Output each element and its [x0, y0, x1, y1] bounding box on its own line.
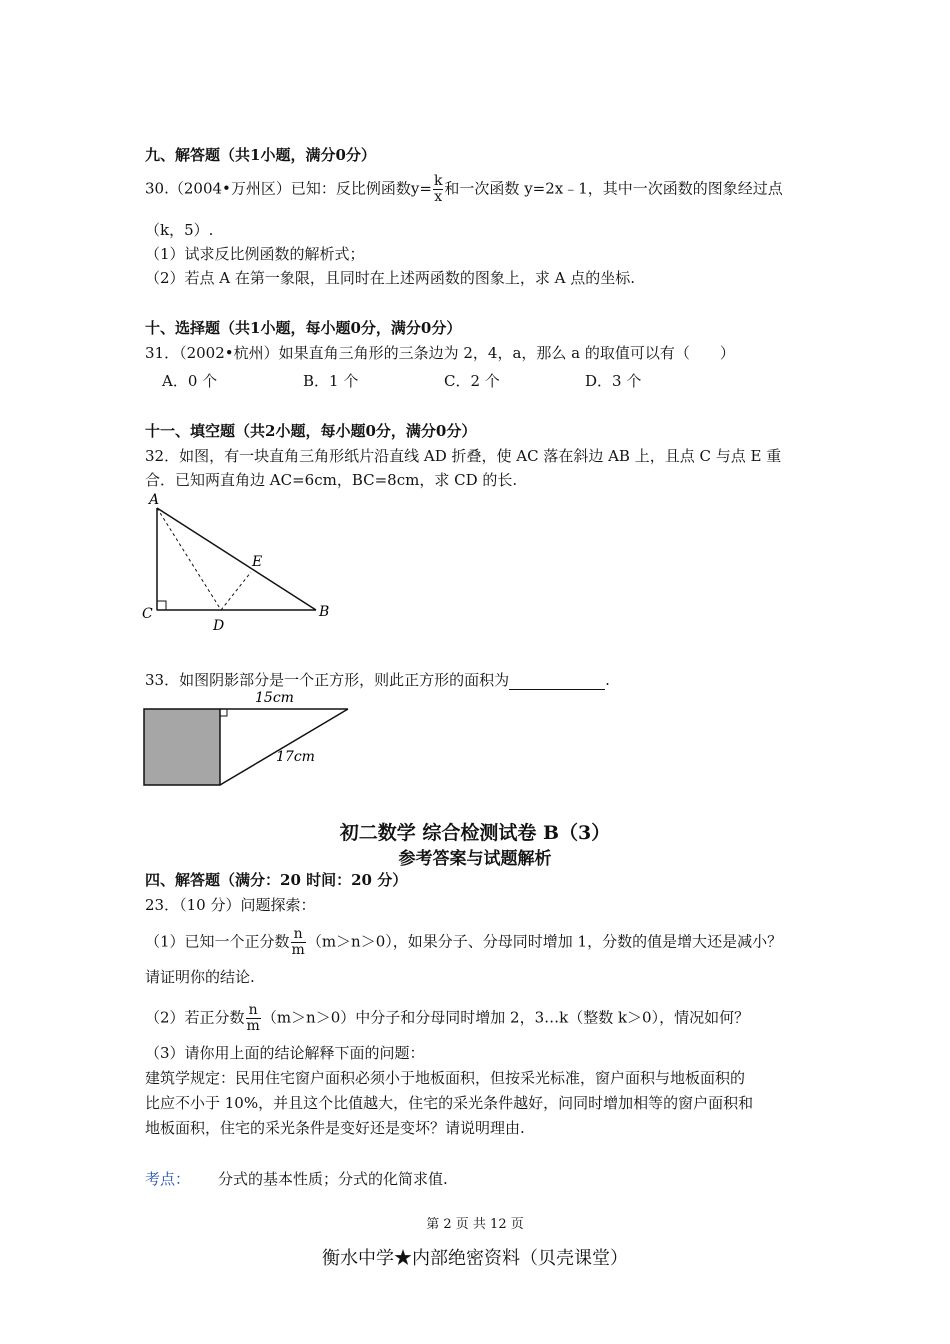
- q30-frac-prefix: y=: [410, 179, 432, 198]
- q33-text: 33．如图阴影部分是一个正方形，则此正方形的面积为: [145, 671, 510, 689]
- hypotenuse: [220, 709, 348, 785]
- q30-frac-num: k: [433, 173, 443, 189]
- label-15cm: 15cm: [255, 690, 294, 706]
- label-c: C: [142, 606, 153, 622]
- section-9-header: 九、解答题（共1小题，满分0分）: [145, 146, 376, 164]
- figure-32-triangle: [138, 488, 338, 636]
- paragraph-line-3: 地板面积，住宅的采光条件是变好还是变坏？请说明理由.: [145, 1119, 525, 1137]
- section-11-header: 十一、填空题（共2小题，每小题0分，满分0分）: [145, 422, 477, 440]
- section-10-header: 十、选择题（共1小题，每小题0分，满分0分）: [145, 319, 462, 337]
- shaded-square: [144, 709, 220, 785]
- kaodian-label: 考点：: [145, 1170, 191, 1188]
- side-ab: [157, 508, 316, 610]
- question-30-line2: （k，5）.: [145, 221, 214, 239]
- question-30-line1: [145, 174, 783, 205]
- q30-fraction: [433, 174, 443, 205]
- p1-frac-num: n: [291, 927, 306, 943]
- p2-frac-num: n: [246, 1003, 261, 1019]
- p1-frac-den: m: [291, 942, 305, 958]
- option-a: A．0 个: [162, 372, 218, 390]
- p1-fraction: [291, 927, 306, 958]
- p1-text-a: （1）已知一个正分数: [145, 932, 290, 951]
- question-30-part1: （1）试求反比例函数的解析式；: [145, 245, 365, 263]
- p2-frac-den: m: [246, 1018, 260, 1034]
- question-32-line1: 32．如图，有一块直角三角形纸片沿直线 AD 折叠，使 AC 落在斜边 AB 上，且点 C 与点 E 重: [145, 447, 782, 465]
- q30-frac-den: x: [434, 189, 443, 205]
- label-a: A: [149, 492, 160, 508]
- answer-blank: [509, 673, 605, 690]
- figure-33-square: [138, 686, 358, 792]
- option-d: D．3 个: [585, 372, 642, 390]
- right-angle-mark: [157, 601, 166, 610]
- section-4-header: 四、解答题（满分：20 时间：20 分）: [145, 871, 408, 889]
- right-angle-mark: [220, 709, 227, 716]
- question-31: 31．（2002•杭州）如果直角三角形的三条边为 2，4，a，那么 a 的取值可以有（ ）: [145, 344, 735, 362]
- question-23-part1-cont: 请证明你的结论.: [145, 968, 255, 986]
- paragraph-line-2: 比应不小于 10%，并且这个比值越大，住宅的采光条件越好，问同时增加相等的窗户面积和: [145, 1094, 754, 1112]
- p2-text-a: （2）若正分数: [145, 1008, 245, 1027]
- question-23: 23．（10 分）问题探索：: [145, 896, 316, 914]
- label-17cm: 17cm: [276, 749, 315, 765]
- question-23-part1: [145, 927, 782, 958]
- q33-period: .: [605, 671, 610, 689]
- answer-title: 初二数学 综合检测试卷 B（3）: [339, 822, 611, 844]
- fold-ad: [157, 508, 221, 610]
- label-d: D: [213, 618, 225, 634]
- paragraph-line-1: 建筑学规定：民用住宅窗户面积必须小于地板面积，但按采光标准，窗户面积与地板面积的: [145, 1069, 746, 1087]
- p2-fraction: [246, 1003, 261, 1034]
- label-e: E: [252, 554, 263, 570]
- answer-subtitle: 参考答案与试题解析: [398, 849, 552, 869]
- q30-text-b: 和一次函数 y=2x﹣1，其中一次函数的图象经过点: [444, 179, 783, 198]
- question-32-line2: 合．已知两直角边 AC=6cm，BC=8cm，求 CD 的长.: [145, 471, 518, 489]
- question-30-part2: （2）若点 A 在第一象限，且同时在上述两函数的图象上，求 A 点的坐标.: [145, 269, 636, 287]
- kaodian-text: 分式的基本性质；分式的化简求值.: [218, 1170, 448, 1188]
- q30-text-a: 30.（2004•万州区）已知：反比例函数: [145, 179, 411, 198]
- option-c: C．2 个: [444, 372, 500, 390]
- fold-de: [221, 572, 251, 610]
- question-23-part3: （3）请你用上面的结论解释下面的问题：: [145, 1044, 425, 1062]
- question-23-part2: [145, 1003, 749, 1034]
- source-footer: 衡水中学★内部绝密资料（贝壳课堂）: [322, 1248, 628, 1269]
- p2-text-b: （m＞n＞0）中分子和分母同时增加 2，3…k（整数 k＞0），情况如何？: [261, 1008, 750, 1027]
- label-b: B: [319, 604, 330, 620]
- p1-text-b: （m＞n＞0），如果分子、分母同时增加 1，分数的值是增大还是减小？: [306, 932, 783, 951]
- page-number: 第 2 页 共 12 页: [426, 1217, 524, 1232]
- option-b: B．1 个: [303, 372, 359, 390]
- kaodian-row: [145, 1169, 448, 1189]
